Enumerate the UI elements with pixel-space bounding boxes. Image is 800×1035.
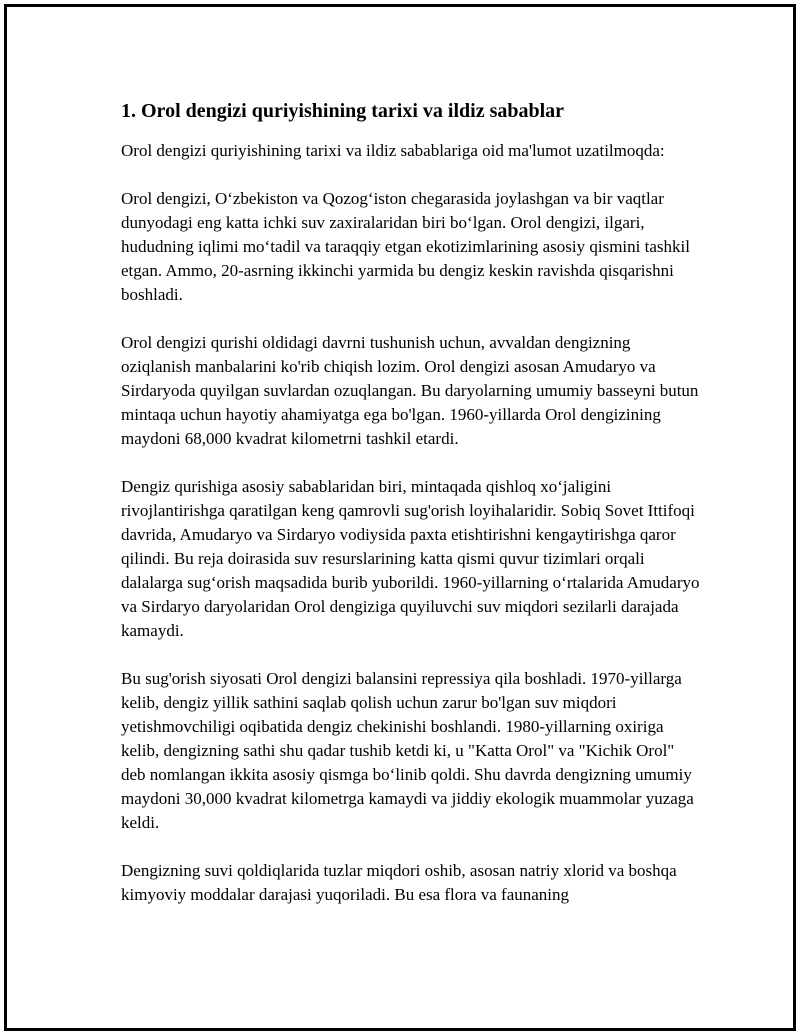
intro-paragraph: Orol dengizi quriyishining tarixi va ildiz sabablariga oid ma'lumot uzatilmoqda:	[121, 141, 665, 160]
paragraph-irrigation: Dengiz qurishiga asosiy sabablaridan biri, mintaqada qishloq xo‘jaligini rivojlantirishga qaratilgan keng qamrovli sug'orish loyihalaridir. Sobiq Sovet Ittifoqi davrida, Amudaryo va Sirdaryo vodiysida paxta etishtirishni kengaytirishga qaror qilindi. Bu reja doirasida suv resurslarining katta qismi quvur tizimlari orqali dalalarga sug‘orish maqsadida burib yuborildi. 1960-yillarning o‘rtalarida Amudaryo va Sirdaryo daryolaridan Orol dengiziga quyiluvchi suv miqdori sezilarli darajada kamaydi.	[121, 477, 700, 640]
paragraph-location: Orol dengizi, O‘zbekiston va Qozog‘iston chegarasida joylashgan va bir vaqtlar dunyodagi eng katta ichki suv zaxiralaridan biri bo‘lgan. Orol dengizi, ilgari, hududning iqlimi mo‘tadil va taraqqiy etgan ekotizimlarining asosiy qismini tashkil etgan. Ammo, 20-asrning ikkinchi yarmida bu dengiz keskin ravishda qisqarishni boshladi.	[121, 189, 690, 304]
document-page	[4, 4, 796, 1031]
paragraph-salinity: Dengizning suvi qoldiqlarida tuzlar miqdori oshib, asosan natriy xlorid va boshqa kimyoviy moddalar darajasi yuqoriladi. Bu esa flora va faunaning	[121, 861, 677, 904]
section-heading: 1. Orol dengizi quriyishining tarixi va ildiz sabablar	[121, 100, 565, 122]
document-body	[121, 97, 701, 907]
paragraph-shrinking: Bu sug'orish siyosati Orol dengizi balansini repressiya qila boshladi. 1970-yillarga kelib, dengiz yillik sathini saqlab qolish uchun zarur bo'lgan suv miqdori yetishmovchiligi oqibatida dengiz chekinishi boshlandi. 1980-yillarning oxiriga kelib, dengizning sathi shu qadar tushib ketdi ki, u "Katta Orol" va "Kichik Orol" deb nomlangan ikkita asosiy qismga bo‘linib qoldi. Shu davrda dengizning umumiy maydoni 30,000 kvadrat kilometrga kamaydi va jiddiy ekologik muammolar yuzaga keldi.	[121, 669, 694, 832]
paragraph-water-sources: Orol dengizi qurishi oldidagi davrni tushunish uchun, avvaldan dengizning oziqlanish manbalarini ko'rib chiqish lozim. Orol dengizi asosan Amudaryo va Sirdaryoda quyilgan suvlardan ozuqlangan. Bu daryolarning umumiy basseyni butun mintaqa uchun hayotiy ahamiyatga ega bo'lgan. 1960-yillarda Orol dengizining maydoni 68,000 kvadrat kilometrni tashkil etardi.	[121, 333, 699, 448]
